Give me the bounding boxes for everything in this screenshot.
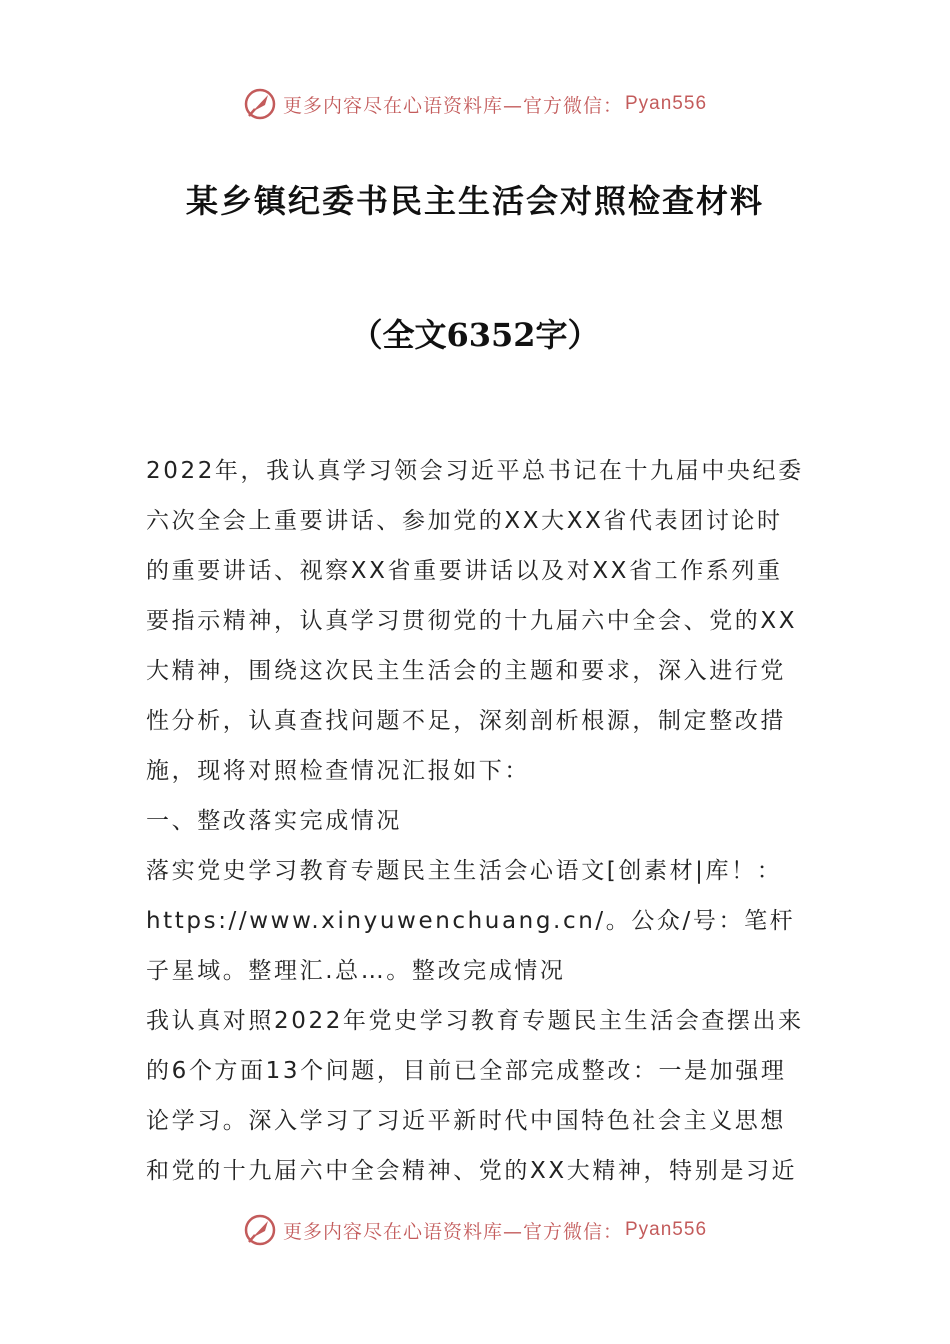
document-body bbox=[146, 446, 808, 1196]
footer-watermark-banner bbox=[0, 1210, 950, 1250]
section-heading-1: 一、整改落实完成情况 bbox=[146, 808, 402, 834]
footer-banner-text: 更多内容尽在心语资料库—官方微信： bbox=[282, 1220, 623, 1243]
paragraph-intro: 2022年，我认真学习领会习近平总书记在十九届中央纪委六次全会上重要讲话、参加党的XX大XX省代表团讨论时的重要讲话、视察XX省重要讲话以及对XX省工作系列重要指示精神，认真学习贯彻党的十九届六中全会、党的XX大精神，围绕这次民主生活会的主题和要求，深入进行党性分析，认真查找问题不足，深刻剖析根源，制定整改措施，现将对照检查情况汇报如下： bbox=[146, 458, 804, 784]
quill-logo-icon bbox=[243, 1213, 277, 1247]
footer-wechat-id: Pyan556 bbox=[625, 1219, 708, 1240]
quill-logo-icon bbox=[243, 87, 277, 121]
header-banner-text: 更多内容尽在心语资料库—官方微信： bbox=[282, 94, 623, 117]
paragraph-source-note: 落实党史学习教育专题民主生活会心语文[创素材|库！：https://www.xinyuwenchuang.cn/。公众/号：笔杆子星域。整理汇.总…。整改完成情况 bbox=[146, 858, 796, 984]
paragraph-rectification: 我认真对照2022年党史学习教育专题民主生活会查摆出来的6个方面13个问题，目前已全部完成整改：一是加强理论学习。深入学习了习近平新时代中国特色社会主义思想和党的十九届六中全会精神、党的XX大精神，特别是习近 bbox=[146, 1008, 804, 1184]
document-subtitle: （全文6352字） bbox=[350, 316, 600, 354]
header-wechat-id: Pyan556 bbox=[625, 93, 708, 114]
document-title: 某乡镇纪委书民主生活会对照检查材料 bbox=[185, 182, 764, 220]
header-watermark-banner bbox=[0, 84, 950, 124]
